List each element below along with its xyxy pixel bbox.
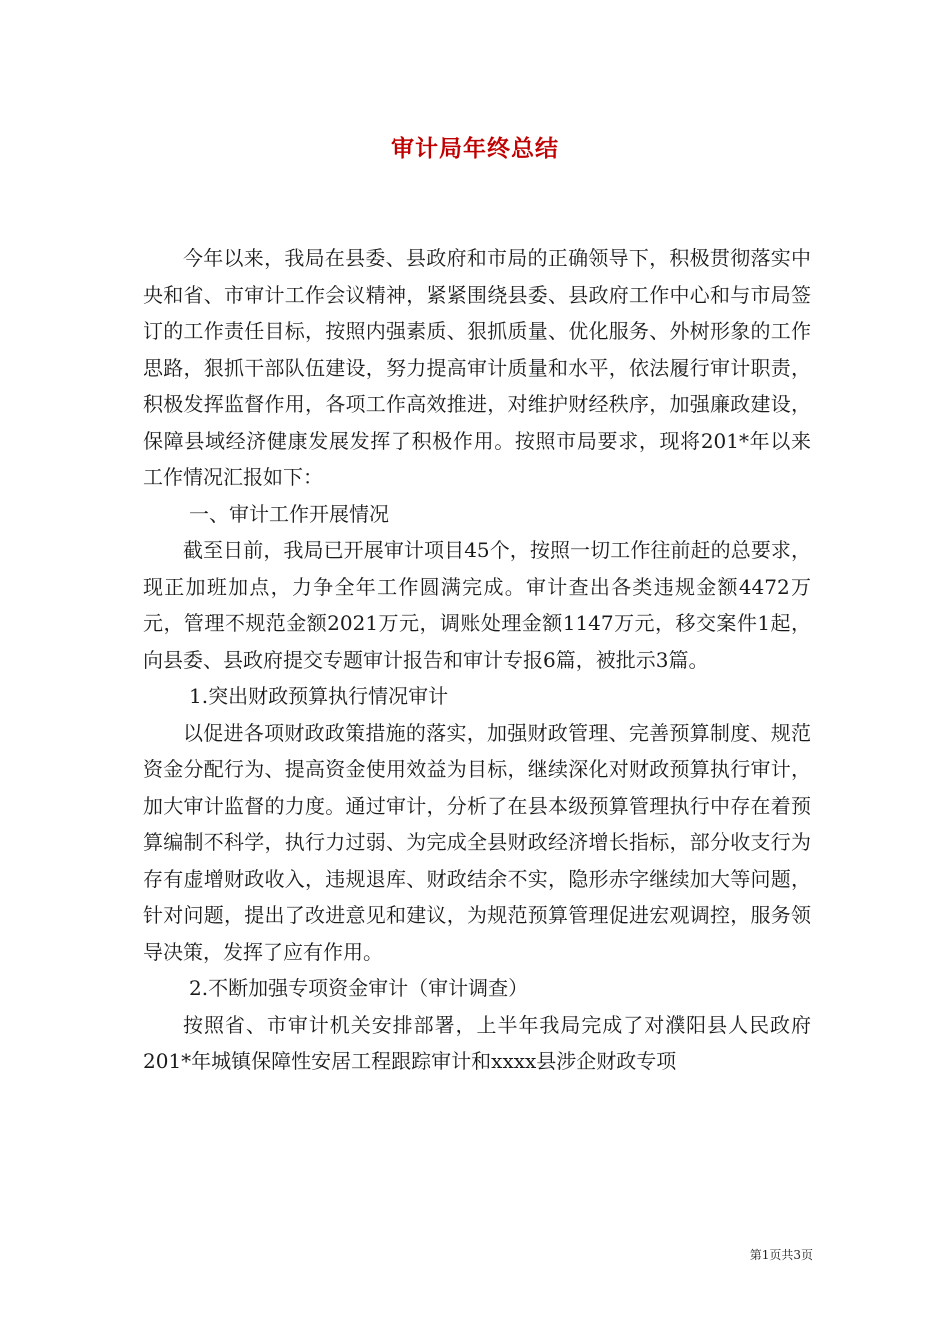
paragraph-intro: 今年以来，我局在县委、县政府和市局的正确领导下，积极贯彻落实中央和省、市审计工作会议精神，紧紧围绕县委、县政府工作中心和与市局签订的工作责任目标，按照内强素质、狠抓质量、优化服务、外树形象的工作思路，狠抓干部队伍建设，努力提高审计质量和水平，依法履行审计职责，积极发挥监督作用，各项工作高效推进，对维护财经秩序，加强廉政建设，保障县域经济健康发展发挥了积极作用。按照市局要求，现将201*年以来工作情况汇报如下：: [143, 246, 811, 489]
paragraph-special-funds: 按照省、市审计机关安排部署，上半年我局完成了对濮阳县人民政府201*年城镇保障性安居工程跟踪审计和xxxx县涉企财政专项: [143, 1012, 811, 1073]
page-title: 审计局年终总结: [391, 136, 559, 162]
paragraph-budget-audit: 以促进各项财政政策措施的落实，加强财政管理、完善预算制度、规范资金分配行为、提高资金使用效益为目标，继续深化对财政预算执行审计，加大审计监督的力度。通过审计，分析了在县本级预算管理执行中存在着预算编制不科学，执行力过弱、为完成全县财政经济增长指标，部分收支行为存有虚增财政收入，违规退库、财政结余不实，隐形赤字继续加大等问题，针对问题，提出了改进意见和建议，为规范预算管理促进宏观调控，服务领导决策，发挥了应有作用。: [143, 720, 811, 964]
section-heading-1: 一、审计工作开展情况: [189, 501, 389, 526]
paragraph-overview: 截至日前，我局已开展审计项目45个，按照一切工作往前赶的总要求，现正加班加点，力争全年工作圆满完成。审计查出各类违规金额4472万元，管理不规范金额2021万元，调账处理金额1147万元，移交案件1起，向县委、县政府提交专题审计报告和审计专报6篇，被批示3篇。: [143, 538, 811, 672]
subsection-heading-1: 1.突出财政预算执行情况审计: [189, 684, 449, 708]
page-number-footer: 第1页共3页: [749, 1248, 813, 1262]
subsection-heading-2: 2.不断加强专项资金审计（审计调查）: [189, 976, 529, 1000]
document-body: [143, 240, 811, 1080]
